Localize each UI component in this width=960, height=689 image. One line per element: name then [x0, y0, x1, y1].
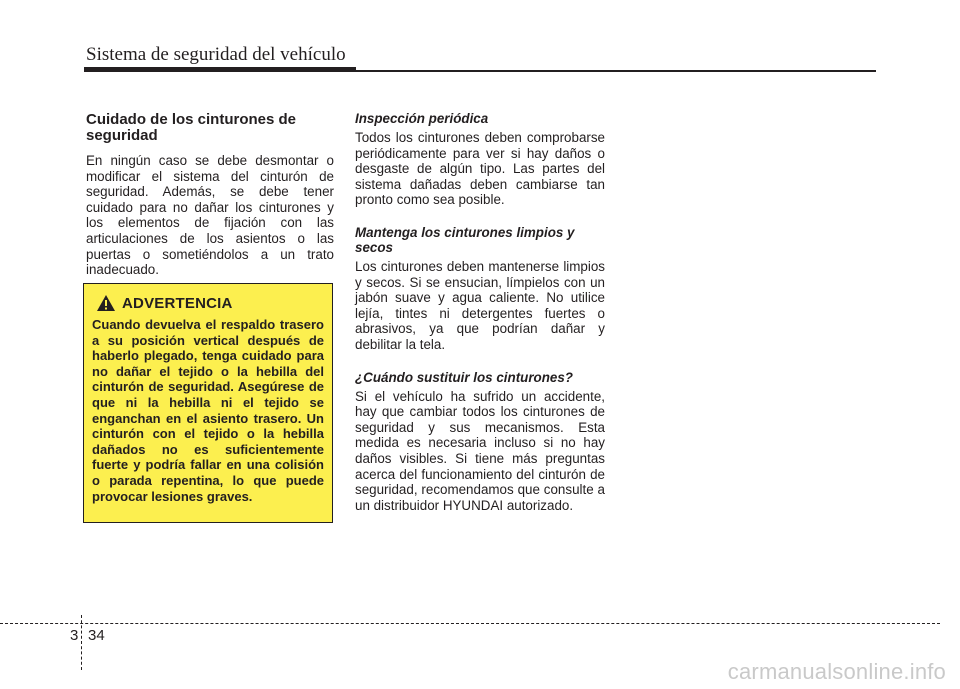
left-column	[86, 112, 334, 295]
section-heading-cuidado: Cuidado de los cinturones de seguridad	[86, 111, 297, 144]
section-paragraph-cuidado: En ningún caso se debe desmontar o modificar el sistema del cinturón de seguridad. Además, se debe tener cuidado para no dañar los cinturones y los elementos de fijación con las articulaciones de los asientos o las puertas o sometiéndolos a un trato inadecuado.	[86, 153, 334, 278]
header-rule-thin	[356, 70, 876, 72]
section-paragraph-inspeccion: Todos los cinturones deben comprobarse periódicamente para ver si hay daños o desgaste de algún tipo. Las partes del sistema dañadas deben cambiarse tan pronto como sea posible.	[355, 130, 605, 208]
page-header-title: Sistema de seguridad del vehículo	[86, 44, 346, 65]
watermark[interactable]: carmanualsonline.info	[727, 659, 946, 684]
footer-vertical-dash	[81, 615, 82, 670]
warning-text: Cuando devuelva el respaldo trasero a su posición vertical después de haberlo plegado, tenga cuidado para no dañar el tejido o la hebilla del cinturón de seguridad. Asegúrese de que ni la hebilla ni el tejido se enganchan en el asiento trasero. Un cinturón con el tejido o la hebilla dañados no es suficientemente fuerte y podría fallar en una colisión o parada repentina, lo que puede provocar lesiones graves.	[92, 317, 324, 504]
chapter-number: 3	[70, 627, 79, 644]
section-heading-limpios: Mantenga los cinturones limpios y secos	[355, 224, 575, 255]
warning-header	[96, 294, 233, 312]
section-heading-inspeccion: Inspección periódica	[355, 111, 489, 126]
section-heading-sustituir: ¿Cuándo sustituir los cinturones?	[355, 369, 573, 385]
footer-dashed-rule	[0, 623, 940, 624]
header-rule-thick	[84, 67, 356, 72]
warning-box	[83, 283, 333, 523]
page-number: 34	[88, 627, 105, 644]
section-paragraph-sustituir: Si el vehículo ha sufrido un accidente, hay que cambiar todos los cinturones de seguridad y sus mecanismos. Esta medida es necesaria incluso si no hay daños visibles. Si tiene más preguntas acerca del funcionamiento del cinturón de seguridad, recomendamos que consulte a un distribuidor HYUNDAI autorizado.	[355, 388, 605, 513]
warning-triangle-icon	[96, 294, 116, 312]
right-column	[355, 111, 605, 530]
section-paragraph-limpios: Los cinturones deben mantenerse limpios y secos. Si se ensucian, límpielos con un jabón suave y agua caliente. No utilice lejía, tintes ni detergentes fuertes o abrasivos, ya que podrían dañar y debilitar la tela.	[355, 258, 605, 352]
warning-title: ADVERTENCIA	[122, 294, 233, 312]
